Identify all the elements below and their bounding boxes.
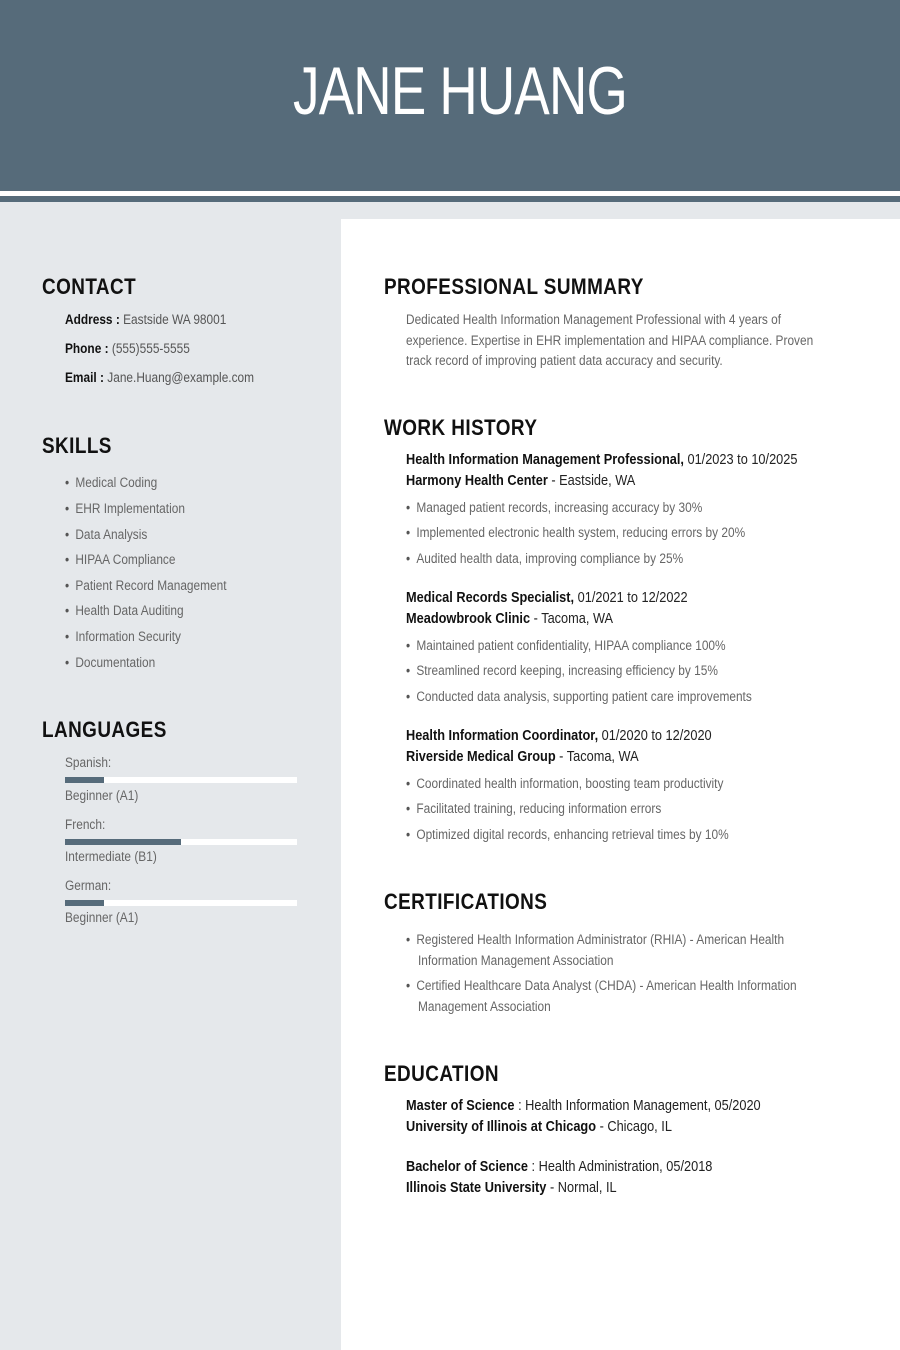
language-level: Beginner (A1): [65, 910, 139, 925]
job-title: [406, 728, 712, 744]
candidate-name: JANE HUANG: [292, 53, 628, 129]
school-location: - Chicago, IL: [599, 1119, 672, 1135]
job-location: - Eastside, WA: [551, 473, 636, 489]
skill-item: • Information Security: [65, 629, 181, 644]
summary-line: experience. Expertise in EHR implementation and HIPAA compliance. Proven: [406, 332, 814, 348]
job-title: [406, 590, 688, 606]
job-bullet: • Implemented electronic health system, reducing errors by 20%: [406, 525, 745, 540]
phone-label: Phone :: [65, 341, 109, 356]
language-level: Intermediate (B1): [65, 849, 157, 864]
school-name: University of Illinois at Chicago: [406, 1119, 597, 1135]
education-school: [406, 1119, 672, 1135]
summary-line: Dedicated Health Information Management Professional with 4 years of: [406, 312, 782, 327]
language-bar-fill: [65, 777, 104, 783]
language-level: Beginner (A1): [65, 788, 139, 803]
header-banner: [0, 0, 900, 191]
job-dates: 01/2021 to 12/2022: [577, 590, 688, 606]
language-bar: [65, 900, 297, 906]
skill-item: • Patient Record Management: [65, 578, 227, 593]
language-name: Spanish:: [65, 755, 112, 770]
certification-item-cont: Information Management Association: [418, 953, 614, 968]
contact-heading: CONTACT: [42, 274, 137, 299]
education-heading: EDUCATION: [384, 1061, 499, 1086]
skill-item: • Documentation: [65, 655, 155, 670]
education-degree: [406, 1098, 761, 1114]
job-dates: 01/2023 to 10/2025: [687, 452, 798, 468]
job-location: - Tacoma, WA: [559, 749, 639, 765]
phone-value: (555)555-5555: [111, 341, 190, 356]
job-bullet: • Conducted data analysis, supporting patient care improvements: [406, 689, 752, 704]
main-top-strip: [341, 202, 900, 219]
language-bar-fill: [65, 839, 181, 845]
job-employer: [406, 611, 613, 627]
skill-item: • HIPAA Compliance: [65, 552, 175, 567]
job-employer: [406, 473, 635, 489]
school-name: Illinois State University: [406, 1180, 547, 1196]
language-name: German:: [65, 878, 112, 893]
skill-item: • Health Data Auditing: [65, 603, 184, 618]
skill-item: • Medical Coding: [65, 475, 157, 490]
summary-line: track record of improving patient data accuracy and security.: [406, 353, 723, 368]
skills-heading: SKILLS: [42, 433, 112, 458]
language-bar: [65, 839, 297, 845]
job-company: Meadowbrook Clinic: [406, 611, 531, 627]
degree-field: : Health Administration, 05/2018: [531, 1159, 713, 1175]
job-bullet: • Streamlined record keeping, increasing efficiency by 15%: [406, 663, 718, 678]
summary-text: [406, 310, 813, 372]
languages-heading: LANGUAGES: [42, 717, 167, 742]
education-degree: [406, 1159, 712, 1175]
degree-field: : Health Information Management, 05/2020: [518, 1098, 761, 1114]
summary-heading: PROFESSIONAL SUMMARY: [384, 274, 644, 299]
certification-item: • Certified Healthcare Data Analyst (CHDA) - American Health Information: [406, 978, 797, 993]
certifications-heading: CERTIFICATIONS: [384, 889, 548, 914]
job-bullet: • Managed patient records, increasing accuracy by 30%: [406, 500, 702, 515]
skill-item: • Data Analysis: [65, 527, 147, 542]
job-employer: [406, 749, 639, 765]
job-bullet: • Facilitated training, reducing information errors: [406, 801, 661, 816]
certification-item-cont: Management Association: [418, 999, 551, 1014]
email-value: Jane.Huang@example.com: [107, 370, 255, 385]
contact-phone: [65, 341, 190, 356]
job-bullet: • Audited health data, improving compliance by 25%: [406, 551, 683, 566]
education-school: [406, 1180, 617, 1196]
degree-name: Master of Science: [406, 1098, 515, 1114]
email-label: Email :: [65, 370, 104, 385]
work-history-heading: WORK HISTORY: [384, 415, 538, 440]
certification-item: • Registered Health Information Administrator (RHIA) - American Health: [406, 932, 784, 947]
contact-address: [65, 312, 226, 327]
language-bar-fill: [65, 900, 104, 906]
job-role: Health Information Coordinator,: [406, 728, 599, 744]
job-location: - Tacoma, WA: [533, 611, 614, 627]
language-name: French:: [65, 817, 106, 832]
job-company: Harmony Health Center: [406, 473, 548, 489]
job-role: Medical Records Specialist,: [406, 590, 575, 606]
skill-item: • EHR Implementation: [65, 501, 185, 516]
school-location: - Normal, IL: [549, 1180, 617, 1196]
job-role: Health Information Management Professional,: [406, 452, 684, 468]
job-bullet: • Maintained patient confidentiality, HIPAA compliance 100%: [406, 638, 726, 653]
job-bullet: • Coordinated health information, boosting team productivity: [406, 776, 723, 791]
job-bullet: • Optimized digital records, enhancing retrieval times by 10%: [406, 827, 729, 842]
job-company: Riverside Medical Group: [406, 749, 556, 765]
address-label: Address :: [65, 312, 120, 327]
job-dates: 01/2020 to 12/2020: [601, 728, 712, 744]
address-value: Eastside WA 98001: [123, 312, 227, 327]
job-title: [406, 452, 797, 468]
contact-email: [65, 370, 254, 385]
language-bar: [65, 777, 297, 783]
degree-name: Bachelor of Science: [406, 1159, 528, 1175]
